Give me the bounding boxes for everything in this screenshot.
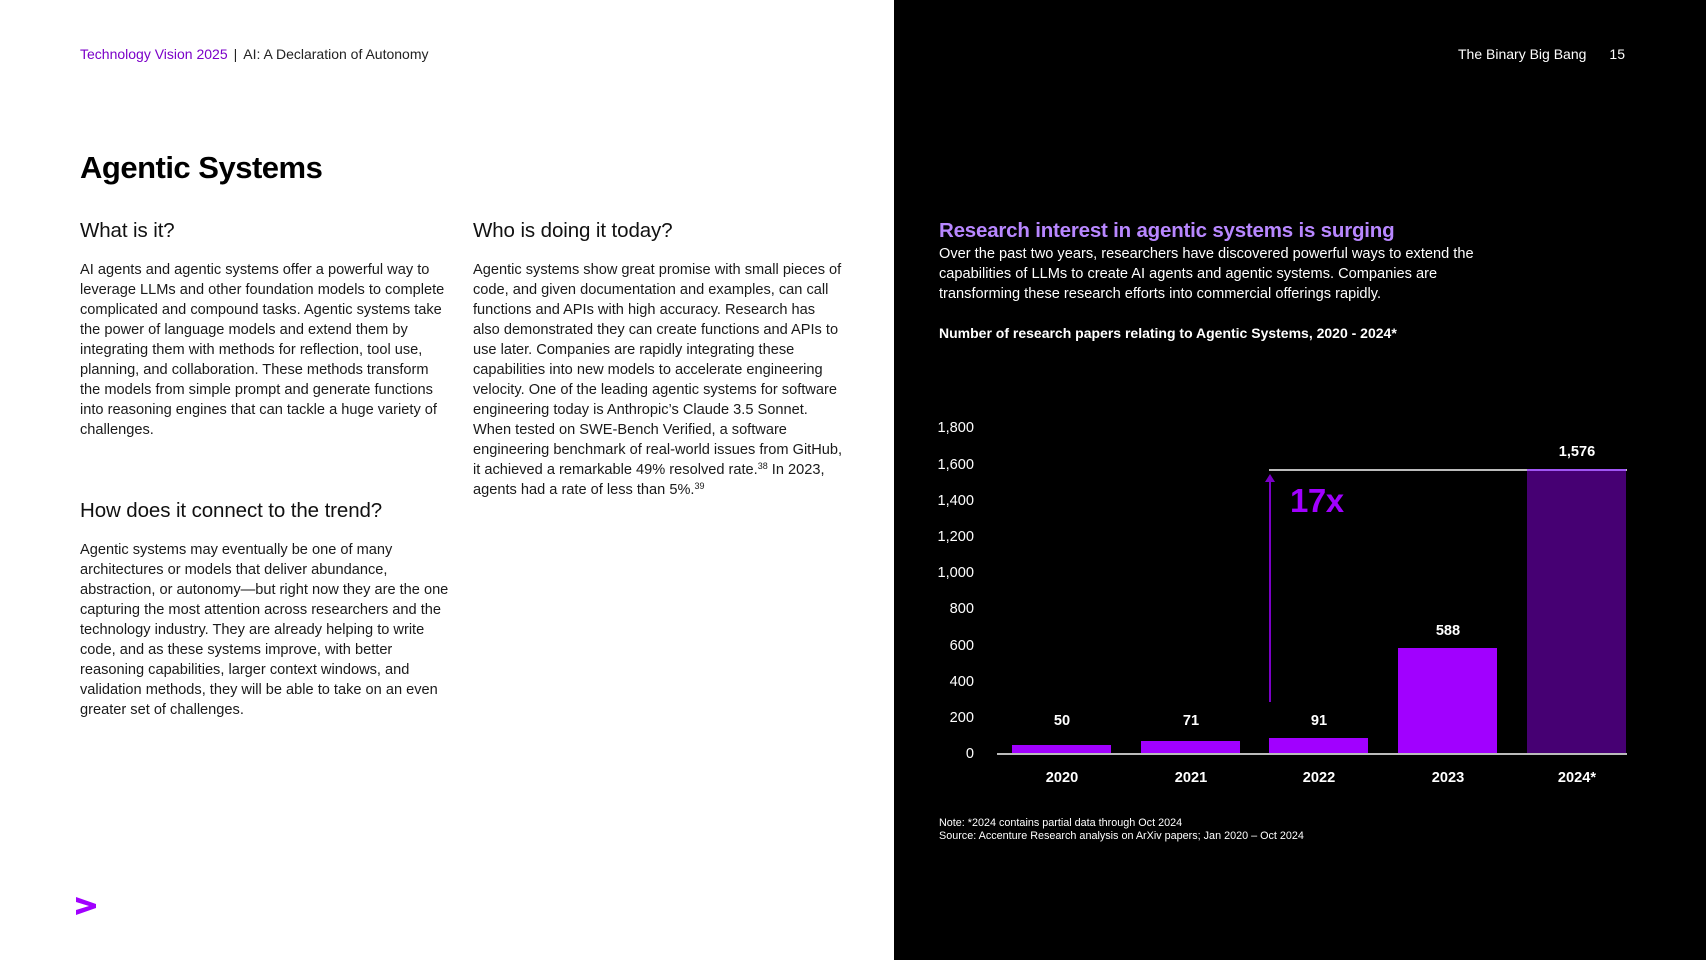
growth-arrow (1269, 480, 1271, 702)
body-text: In 2023, agents had a rate of less than 5%. (473, 462, 825, 498)
footnote-ref-39[interactable]: 39 (694, 481, 705, 491)
section-what-is-it (80, 219, 450, 440)
running-title: The Binary Big Bang (1458, 46, 1587, 62)
bar-value-label: 91 (1310, 713, 1328, 729)
chart-source: Source: Accenture Research analysis on ArXiv papers; Jan 2020 – Oct 2024 (939, 830, 1304, 842)
x-tick: 2024* (1557, 770, 1597, 786)
x-tick: 2023 (1431, 770, 1465, 786)
document-header (80, 46, 429, 62)
section-body: AI agents and agentic systems offer a powerful way to leverage LLMs and other foundation models to complete complicated and compound tasks. Agentic systems take the power of language models and extend them by integrating them with methods for reflection, tool use, planning, and collaboration. These methods transform the models from simple prompt and generate functions into reasoning engines that can tackle a huge variety of challenges. (80, 262, 445, 438)
x-tick: 2020 (1045, 770, 1079, 786)
chart-panel-description: Over the past two years, researchers have discovered powerful ways to extend the capabilities of LLMs to create AI agents and agentic systems. Companies are transforming these research efforts into commercial offerings rapidly. (939, 246, 1474, 302)
y-tick: 0 (965, 746, 974, 762)
y-tick: 1,000 (937, 565, 974, 581)
bar-value-label: 1,576 (1558, 444, 1596, 460)
section-how-does-it-connect (80, 499, 460, 720)
x-tick: 2022 (1302, 770, 1336, 786)
chart-notes (939, 817, 1304, 843)
chart-note: Note: *2024 contains partial data through Oct 2024 (939, 817, 1183, 829)
footnote-ref-38[interactable]: 38 (757, 461, 768, 471)
chart-title: Number of research papers relating to Agentic Systems, 2020 - 2024* (939, 325, 1397, 341)
y-tick: 800 (949, 601, 974, 617)
accenture-logo-icon (74, 895, 98, 917)
bar-2024-partial[interactable] (1527, 469, 1626, 754)
bar-2022[interactable] (1269, 738, 1368, 754)
bar-2023[interactable] (1398, 648, 1497, 754)
growth-multiplier-label: 17x (1290, 482, 1344, 519)
header-separator: | (233, 46, 238, 62)
section-body (473, 260, 843, 500)
body-text: Agentic systems show great promise with small pieces of code, and given documentation and examples, can call functions and APIs with high accuracy. Research has also demonstrated they can create functions and APIs to use later. Companies are rapidly integrating these capabilities into new models to accelerate engineering velocity. One of the leading agentic systems for software engineering today is Anthropic’s Claude 3.5 Sonnet. When tested on SWE-Bench Verified, a software engineering benchmark of real-world issues from GitHub, it achieved a remarkable 49% resolved rate. (473, 262, 843, 478)
y-tick: 1,800 (937, 420, 974, 436)
section-heading: What is it? (80, 219, 175, 242)
y-tick: 200 (949, 710, 974, 726)
x-axis-baseline (997, 753, 1627, 755)
bar-value-label: 71 (1182, 713, 1200, 729)
y-tick: 1,600 (937, 457, 974, 473)
bar-value-label: 50 (1053, 713, 1071, 729)
y-tick: 1,200 (937, 529, 974, 545)
section-body: Agentic systems may eventually be one of many architectures or models that deliver abundance, abstraction, or autonomy—but right now they are the one capturing the most attention across researchers and the technology industry. They are already helping to write code, and as these systems improve, with better reasoning capabilities, larger context windows, and validation methods, they will be able to take on an even greater set of challenges. (80, 542, 449, 718)
page-number: 15 (1609, 46, 1625, 62)
y-tick: 400 (949, 674, 974, 690)
chart-panel-title: Research interest in agentic systems is surging (939, 219, 1395, 242)
x-tick: 2021 (1174, 770, 1208, 786)
bar-chart (894, 0, 1706, 960)
page-title: Agentic Systems (80, 150, 323, 185)
bar-value-label: 588 (1435, 623, 1461, 639)
section-heading: Who is doing it today? (473, 219, 673, 242)
publication-subtitle: AI: A Declaration of Autonomy (243, 46, 429, 62)
y-tick: 600 (949, 638, 974, 654)
section-heading: How does it connect to the trend? (80, 499, 383, 522)
section-who-is-doing-it (473, 219, 843, 500)
y-tick: 1,400 (937, 493, 974, 509)
publication-name: Technology Vision 2025 (80, 46, 228, 62)
